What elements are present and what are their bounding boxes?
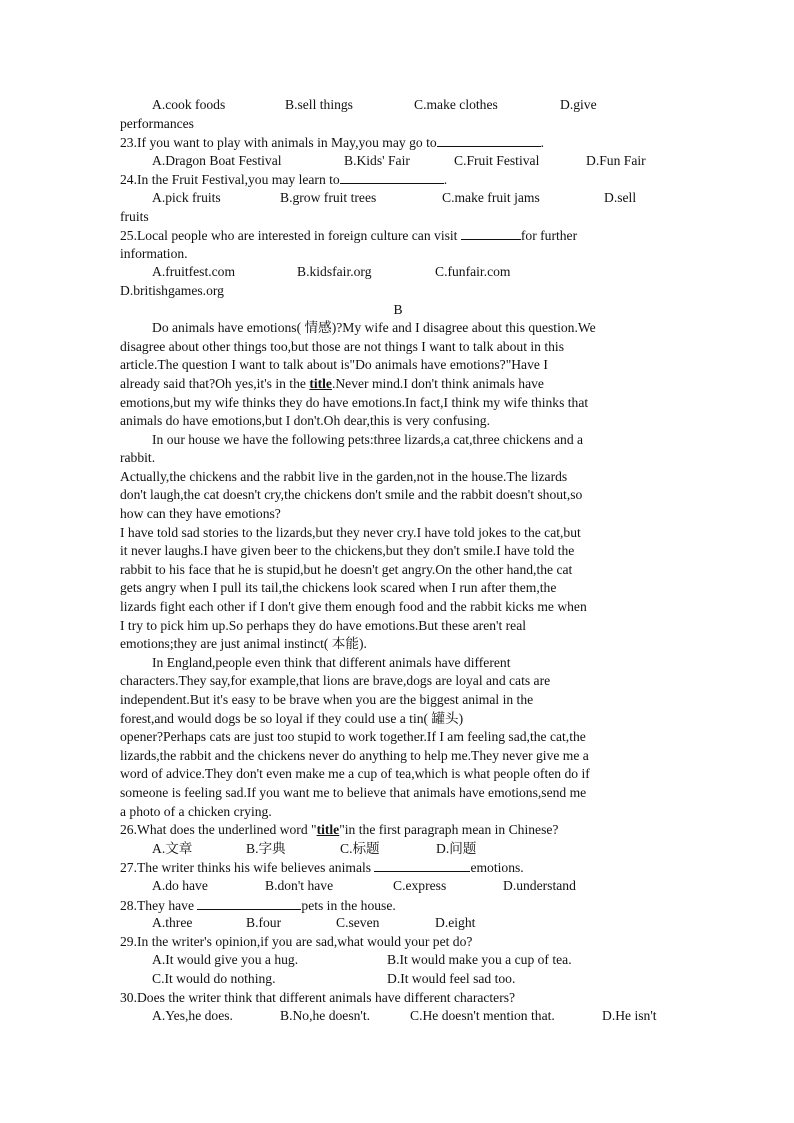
option-c: C.He doesn't mention that. [410, 1008, 555, 1024]
option-a: A.do have [152, 877, 208, 893]
q22-options [120, 96, 676, 115]
stem-end: for further [520, 228, 578, 244]
option-c: C.Fruit Festival [454, 152, 540, 168]
option-b: B.No,he doesn't. [280, 1008, 371, 1024]
option-b: B.four [246, 915, 282, 931]
section-heading: B [393, 301, 403, 317]
option-a: A.Dragon Boat Festival [152, 152, 282, 168]
question-30: 30.Does the writer think that different animals have different characters? [120, 989, 516, 1005]
option-d: D.He isn't [602, 1008, 657, 1024]
stem-end: pets in the house. [301, 897, 396, 913]
stem-wrap: information. [120, 245, 188, 261]
question-stem: 25.Local people who are interested in foreign culture can visit [120, 228, 458, 244]
answer-blank [437, 133, 541, 147]
option-a: A.文章 [152, 840, 193, 856]
option-d: D.eight [435, 915, 476, 931]
option-b: B.It would make you a cup of tea. [387, 952, 572, 968]
option-b: B.字典 [246, 840, 286, 856]
passage-line: opener?Perhaps cats are just too stupid to work together.If I am feeling sad,the cat,the [120, 729, 586, 745]
passage-line: In our house we have the following pets:three lizards,a cat,three chickens and a [152, 431, 584, 447]
q23-options [120, 152, 676, 171]
passage-line: rabbit. [120, 450, 156, 466]
option-a: A.pick fruits [152, 189, 221, 205]
option-d: D.sell [604, 189, 637, 205]
option-c: C.make clothes [414, 97, 498, 112]
passage-line: I try to pick him up.So perhaps they do have emotions.But these aren't real [120, 617, 527, 633]
option-c: C.make fruit jams [442, 189, 540, 205]
passage-line: how can they have emotions? [120, 506, 281, 522]
passage-line: disagree about other things too,but those are not things I want to talk about in this [120, 338, 564, 354]
passage-line: lizards fight each other if I don't give them enough food and the rabbit kicks me when [120, 599, 587, 615]
option-c: C.seven [336, 915, 380, 931]
answer-blank [461, 226, 521, 240]
option-wrap: performances [120, 115, 194, 131]
passage-line: it never laughs.I have given beer to the chickens,but they don't smile.I have told the [120, 543, 575, 559]
q30-options [120, 1007, 676, 1026]
passage-line: Actually,the chickens and the rabbit live in the garden,not in the house.The lizards [120, 468, 568, 484]
option-wrap: fruits [120, 208, 149, 224]
q29-options-row2 [120, 970, 676, 989]
option-d: D.It would feel sad too. [387, 970, 516, 986]
question-26 [120, 821, 676, 840]
question-25 [120, 226, 676, 245]
option-d: D.understand [503, 877, 576, 893]
passage-line: word of advice.They don't even make me a cup of tea,which is what people often do if [120, 766, 590, 782]
question-29: 29.In the writer's opinion,if you are sad,what would your pet do? [120, 933, 473, 949]
passage-text: already said that?Oh yes,it's in the [120, 375, 310, 391]
question-stem: 24.In the Fruit Festival,you may learn to [120, 172, 340, 188]
q28-options [120, 914, 676, 933]
exam-page [120, 96, 676, 1026]
q26-options [120, 840, 676, 859]
option-a: A.three [152, 915, 193, 931]
question-28 [120, 896, 676, 915]
passage-line: emotions;they are just animal instinct( 本能). [120, 636, 367, 652]
passage-line: rabbit to his face that he is stupid,but he doesn't get angry.On the other hand,the cat [120, 561, 573, 577]
option-b: B.grow fruit trees [280, 189, 377, 205]
passage-line [120, 375, 676, 394]
answer-blank [374, 858, 470, 872]
passage-line: gets angry when I pull its tail,the chickens look scared when I run after them,the [120, 580, 557, 596]
option-b: B.don't have [265, 877, 334, 893]
stem-end: emotions. [470, 860, 524, 876]
question-stem: 28.They have [120, 897, 194, 913]
question-stem: 26.What does the underlined word " [120, 822, 317, 838]
passage-line: a photo of a chicken crying. [120, 803, 272, 819]
option-c: C.标题 [340, 840, 380, 856]
question-23 [120, 133, 676, 152]
passage-line: someone is feeling sad.If you want me to believe that animals have emotions,send me [120, 784, 587, 800]
option-d: D.britishgames.org [120, 282, 224, 298]
q29-options-row1 [120, 951, 676, 970]
passage-line: article.The question I want to talk about is"Do animals have emotions?"Have I [120, 357, 548, 373]
underlined-word: title [316, 822, 340, 838]
underlined-word: title [309, 375, 332, 391]
question-27 [120, 858, 676, 877]
passage-line: lizards,the rabbit and the chickens never do anything to help me.They never give me a [120, 747, 589, 763]
option-c: C.funfair.com [435, 264, 511, 280]
passage-line: In England,people even think that different animals have different [152, 654, 511, 670]
option-d: D.Fun Fair [586, 152, 646, 168]
passage-text: .Never mind.I don't think animals have [331, 375, 544, 391]
option-a: A.It would give you a hug. [152, 952, 299, 968]
q27-options [120, 877, 676, 896]
answer-blank [340, 170, 444, 184]
stem-end: . [540, 135, 545, 151]
question-stem: "in the first paragraph mean in Chinese? [339, 822, 559, 838]
option-b: B.sell things [285, 97, 353, 112]
option-c: C.express [393, 877, 447, 893]
passage-line: characters.They say,for example,that lions are brave,dogs are loyal and cats are [120, 673, 551, 689]
question-24 [120, 170, 676, 189]
option-b: B.kidsfair.org [297, 264, 372, 280]
option-c: C.It would do nothing. [152, 970, 276, 986]
option-a: A.cook foods [152, 97, 226, 112]
passage-line: I have told sad stories to the lizards,but they never cry.I have told jokes to the cat,but [120, 524, 581, 540]
option-d: D.give [560, 97, 597, 112]
option-a: A.fruitfest.com [152, 264, 236, 280]
q24-options [120, 189, 676, 208]
reading-passage [120, 319, 676, 821]
passage-line: forest,and would dogs be so loyal if they could use a tin( 罐头) [120, 710, 464, 726]
passage-line: independent.But it's easy to be brave when you are the biggest animal in the [120, 692, 534, 707]
option-b: B.Kids' Fair [344, 152, 410, 168]
passage-line: don't laugh,the cat doesn't cry,the chickens don't smile and the rabbit doesn't shout,so [120, 487, 583, 503]
answer-blank [197, 896, 301, 910]
passage-line: emotions,but my wife thinks they do have emotions.In fact,I think my wife thinks that [120, 394, 589, 410]
option-d: D.问题 [436, 840, 477, 856]
question-stem: 23.If you want to play with animals in May,you may go to [120, 135, 437, 151]
passage-line: animals do have emotions,but I don't.Oh dear,this is very confusing. [120, 413, 491, 429]
q25-options [120, 263, 676, 282]
passage-line: Do animals have emotions( 情感)?My wife and I disagree about this question.We [152, 320, 596, 336]
option-a: A.Yes,he does. [152, 1008, 233, 1024]
stem-end: . [443, 172, 448, 188]
question-stem: 27.The writer thinks his wife believes animals [120, 860, 372, 876]
